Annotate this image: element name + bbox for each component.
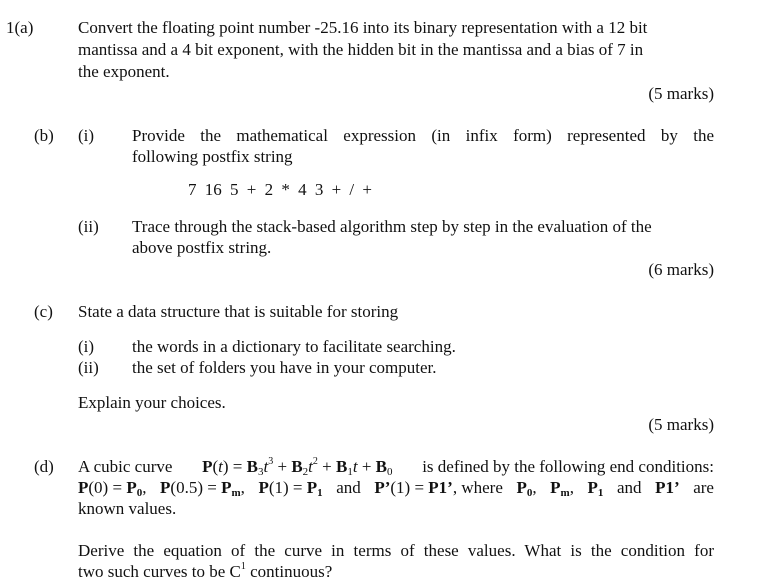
question-1c-ii-label: (ii) [78, 358, 99, 377]
question-1b-ii-label: (ii) [78, 217, 99, 236]
continuity-order: 1 [240, 561, 246, 572]
known-values-pm: $P_m$, [550, 478, 574, 499]
question-1a-line-3: the exponent. [78, 62, 170, 81]
derive-line-2-tail: continuous? [245, 562, 333, 581]
question-1a-line-2: mantissa and a 4 bit exponent, with the hidden bit in the mantissa and a bias of 7 in [78, 40, 644, 59]
question-1d-derive-line-2 [78, 562, 332, 582]
question-1b-i-label: (i) [78, 126, 95, 145]
question-1c-label: (c) [34, 302, 53, 321]
end-condition-pprime: P’(1) = P1’, where [374, 478, 503, 497]
question-1b-i-line-2: following postfix string [132, 147, 293, 166]
question-1b-label: (b) [34, 126, 54, 145]
question-1d-line-2 [78, 478, 714, 498]
end-condition-pmid: $P(0.5) = P_m$, [160, 478, 245, 499]
question-1b-i-line-1: Provide the mathematical expression (in infix form) represented by the [132, 126, 714, 145]
question-1c-i-text: the words in a dictionary to facilitate searching. [132, 337, 456, 356]
question-1d-line-1 [78, 457, 714, 477]
are-word: are [693, 478, 714, 497]
question-1d-line-1-tail: is defined by the following end conditions: [422, 457, 714, 476]
question-1c-marks: (5 marks) [648, 415, 714, 434]
question-1b-ii-line-1: Trace through the stack-based algorithm step by step in the evaluation of the [132, 217, 652, 236]
known-values-p1: $P_1$ [587, 478, 604, 499]
question-1c-i-label: (i) [78, 337, 95, 356]
known-values-p1prime: P1’ [655, 478, 680, 497]
derive-line-2-lead: two such curves to be C [78, 562, 241, 581]
end-condition-p0: $P(0) = P_0$, [78, 478, 147, 499]
question-1a-line-1: Convert the floating point number -25.16 into its binary representation with a 12 bit [78, 18, 648, 37]
where-word: , where [452, 478, 503, 497]
question-1d-label: (d) [34, 457, 54, 476]
and-word-2: and [616, 478, 642, 497]
question-1d-line-3: known values. [78, 499, 177, 518]
question-1b-marks: (6 marks) [648, 260, 714, 279]
question-1d-derive-line-1: Derive the equation of the curve in terms of these values. What is the condition for [78, 541, 714, 560]
end-condition-p1: $P(1) = P_1$ [258, 478, 323, 499]
cubic-curve-equation: $P(t) = B_3t^3 + B_2t^2 + B_1t + B_0$ [202, 456, 393, 478]
question-1b-ii-line-2: above postfix string. [132, 238, 272, 257]
postfix-string: 7 16 5 + 2 * 4 3 + / + [188, 180, 372, 199]
question-1c-intro: State a data structure that is suitable for storing [78, 302, 399, 321]
question-1c-explain: Explain your choices. [78, 393, 226, 412]
question-1a-label: 1(a) [6, 18, 34, 37]
known-values-list: $P_0$, [516, 478, 537, 499]
question-1c-ii-text: the set of folders you have in your computer. [132, 358, 437, 377]
question-1a-marks: (5 marks) [648, 84, 714, 103]
and-word: and [336, 478, 361, 497]
question-1d-line-1-lead: A cubic curve [78, 457, 173, 476]
